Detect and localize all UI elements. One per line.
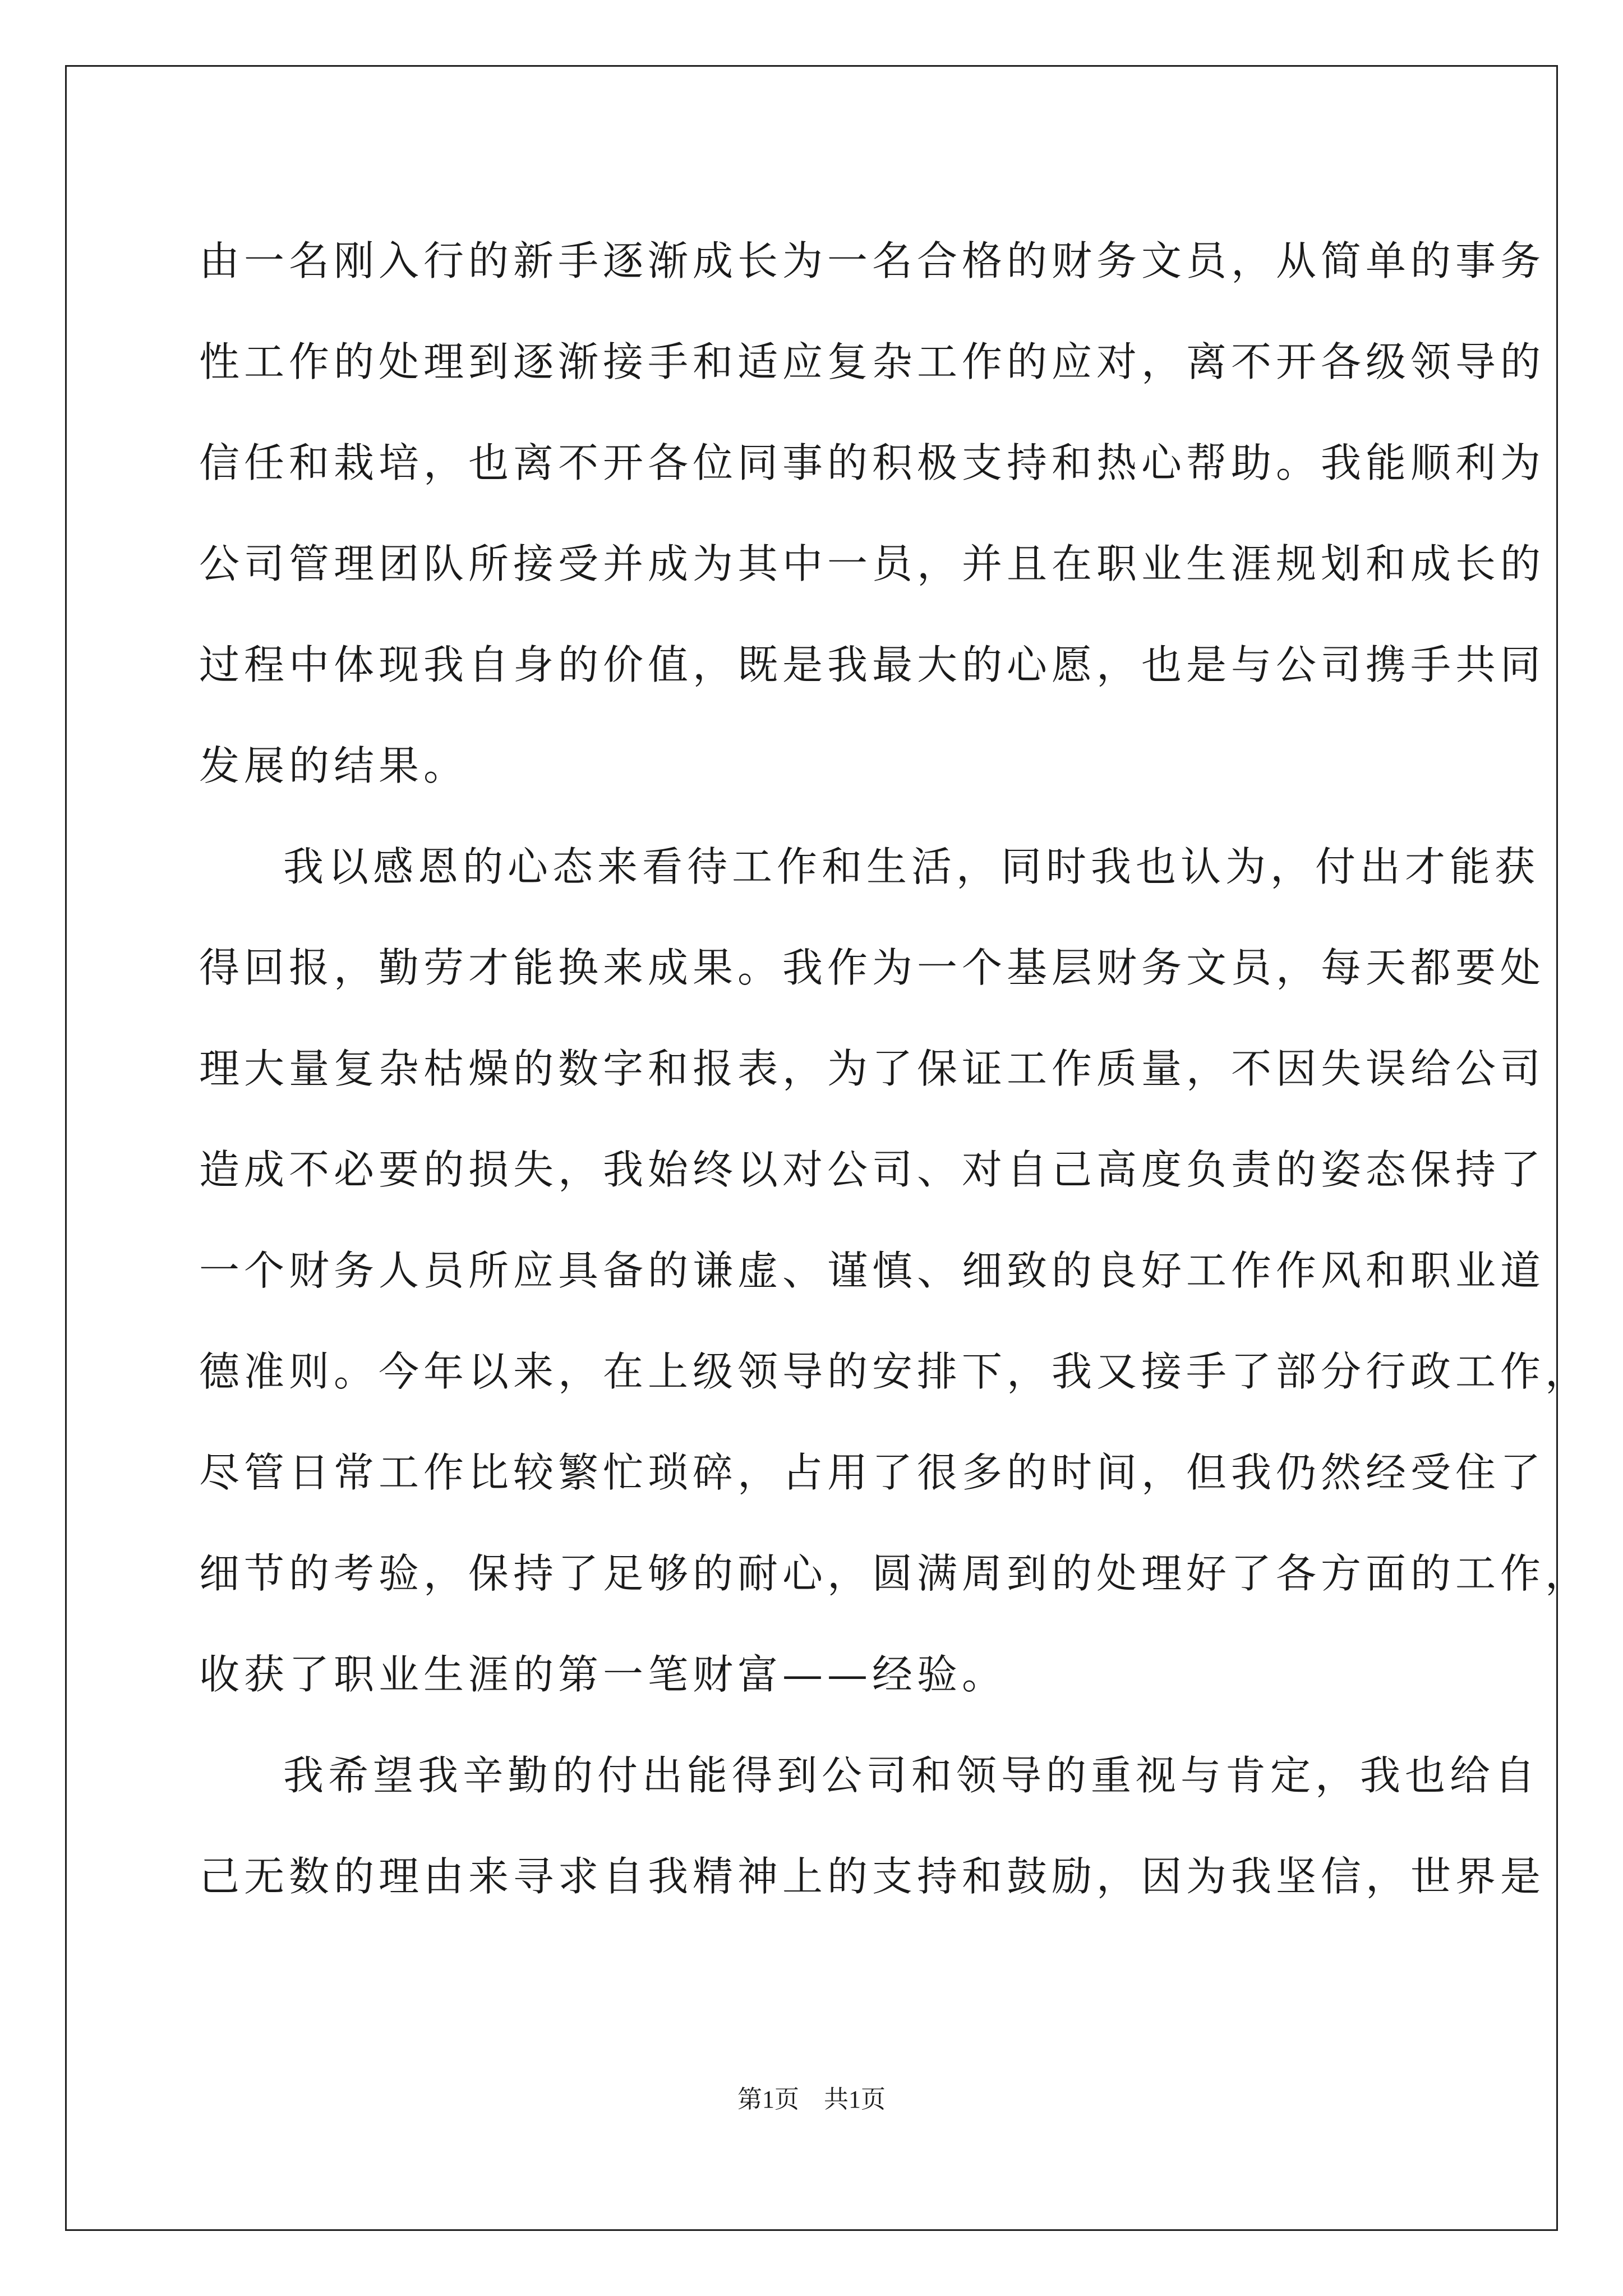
text-line-5: 过程中体现我自身的价值，既是我最大的心愿，也是与公司携手共同	[199, 641, 1546, 688]
text-line-3: 信任和栽培，也离不开各位同事的积极支持和热心帮助。我能顺利为	[199, 439, 1546, 486]
text-line-9: 理大量复杂枯燥的数字和报表，为了保证工作质量，不因失误给公司	[199, 1045, 1546, 1092]
text-line-12: 德准则。今年以来，在上级领导的安排下，我又接手了部分行政工作，	[199, 1348, 1590, 1395]
text-line-17: 己无数的理由来寻求自我精神上的支持和鼓励，因为我坚信，世界是	[199, 1853, 1546, 1900]
page-footer: 第1页 共1页	[737, 2086, 886, 2113]
text-line-11: 一个财务人员所应具备的谦虚、谨慎、细致的良好工作作风和职业道	[199, 1247, 1546, 1294]
text-line-7: 我以感恩的心态来看待工作和生活，同时我也认为，付出才能获	[283, 843, 1540, 890]
document-body	[199, 210, 1590, 1927]
text-line-14: 细节的考验，保持了足够的耐心，圆满周到的处理好了各方面的工作，	[199, 1550, 1590, 1597]
text-line-4: 公司管理团队所接受并成为其中一员，并且在职业生涯规划和成长的	[199, 540, 1546, 587]
text-line-16: 我希望我辛勤的付出能得到公司和领导的重视与肯定，我也给自	[283, 1752, 1540, 1799]
text-line-10: 造成不必要的损失，我始终以对公司、对自己高度负责的姿态保持了	[199, 1146, 1546, 1193]
text-line-6: 发展的结果。	[199, 742, 469, 789]
text-line-15: 收获了职业生涯的第一笔财富——经验。	[199, 1651, 1007, 1698]
text-line-2: 性工作的处理到逐渐接手和适应复杂工作的应对，离不开各级领导的	[199, 338, 1546, 385]
text-line-8: 得回报，勤劳才能换来成果。我作为一个基层财务文员，每天都要处	[199, 944, 1546, 991]
text-line-13: 尽管日常工作比较繁忙琐碎，占用了很多的时间，但我仍然经受住了	[199, 1449, 1546, 1496]
text-line-1: 由一名刚入行的新手逐渐成长为一名合格的财务文员，从简单的事务	[199, 237, 1546, 284]
